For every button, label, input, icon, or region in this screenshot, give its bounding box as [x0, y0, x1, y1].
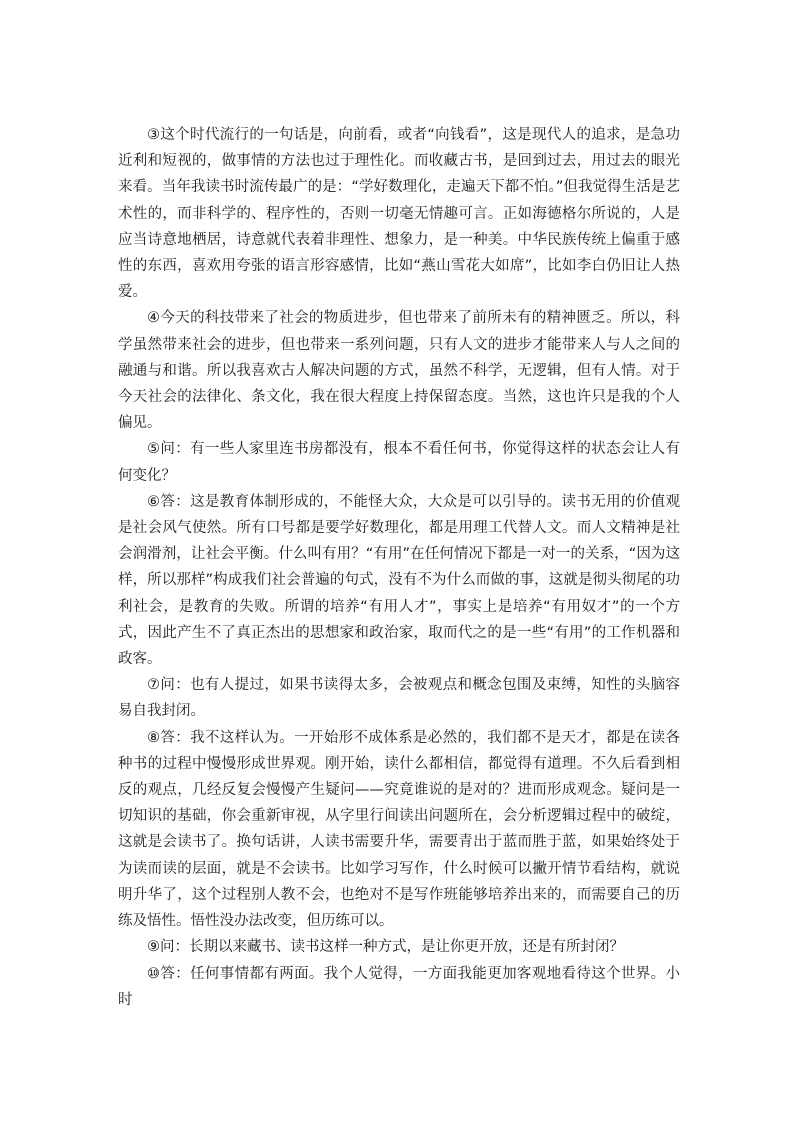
paragraph-6-answer: ⑥答：这是教育体制形成的，不能怪大众，大众是可以引导的。读书无用的价值观是社会风气使然。所有口号都是要学好数理化，都是用理工代替人文。而人文精神是社会润滑剂，让社会平衡。什么叫有用？“有用”在任何情况下都是一对一的关系，“因为这样，所以那样”构成我们社会普遍的句式，没有不为什么而做的事，这就是彻头彻尾的功利社会，是教育的失败。所谓的培养“有用人才”，事实上是培养“有用奴才”的一个方式，因此产生不了真正杰出的思想家和政治家，取而代之的是一些“有用”的工作机器和政客。	[118, 493, 680, 668]
paragraph-5-question: ⑤问：有一些人家里连书房都没有，根本不看任何书，你觉得这样的状态会让人有何变化？	[118, 441, 680, 484]
paragraph-8-answer: ⑧答：我不这样认为。一开始形不成体系是必然的，我们都不是天才，都是在读各种书的过程中慢慢形成世界观。刚开始，读什么都相信，都觉得有道理。不久后看到相反的观点，几经反复会慢慢产生疑问——究竟谁说的是对的？进而形成观念。疑问是一切知识的基础，你会重新审视，从字里行间读出问题所在，会分析逻辑过程中的破绽，这就是会读书了。换句话讲，人读书需要升华，需要青出于蓝而胜于蓝，如果始终处于为读而读的层面，就是不会读书。比如学习写作，什么时候可以撇开情节看结构，就说明升华了，这个过程别人教不会，也绝对不是写作班能够培养出来的，而需要自己的历练及悟性。悟性没办法改变，但历练可以。	[118, 729, 680, 930]
paragraph-7-question: ⑦问：也有人提过，如果书读得太多，会被观点和概念包围及束缚，知性的头脑容易自我封闭。	[118, 677, 680, 720]
paragraph-3: ③这个时代流行的一句话是，向前看，或者“向钱看”，这是现代人的追求，是急功近利和短视的，做事情的方法也过于理性化。而收藏古书，是回到过去，用过去的眼光来看。当年我读书时流传最广的是：“学好数理化，走遍天下都不怕。”但我觉得生活是艺术性的，而非科学的、程序性的，否则一切毫无情趣可言。正如海德格尔所说的，人是应当诗意地栖居，诗意就代表着非理性、想象力，是一种美。中华民族传统上偏重于感性的东西，喜欢用夸张的语言形容感情，比如“燕山雪花大如席”，比如李白仍旧让人热爱。	[118, 127, 680, 301]
paragraph-4: ④今天的科技带来了社会的物质进步，但也带来了前所未有的精神匮乏。所以，科学虽然带来社会的进步，但也带来一系列问题，只有人文的进步才能带来人与人之间的融通与和谐。所以我喜欢古人解决问题的方式，虽然不科学，无逻辑，但有人情。对于今天社会的法律化、条文化，我在很大程度上持保留态度。当然，这也许只是我的个人偏见。	[118, 310, 680, 432]
document-body	[118, 122, 680, 1013]
paragraph-10-answer: ⑩答：任何事情都有两面。我个人觉得，一方面我能更加客观地看待这个世界。小时	[118, 965, 680, 1008]
paragraph-9-question: ⑨问：长期以来藏书、读书这样一种方式，是让你更开放，还是有所封闭？	[147, 939, 624, 956]
